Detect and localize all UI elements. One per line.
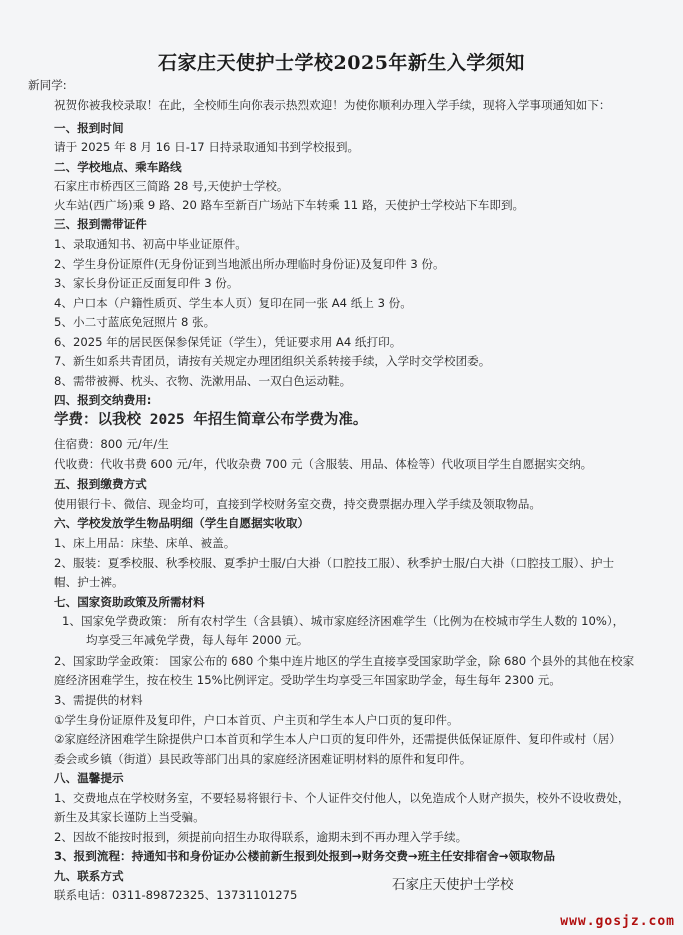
list-item: 3、家长身份证正反面复印件 3 份。 (54, 276, 239, 290)
text-line: 石家庄市桥西区三简路 28 号,天使护士学校。 (54, 179, 289, 193)
section-heading: 七、国家资助政策及所需材料 (54, 595, 205, 609)
list-item: ①学生身份证原件及复印件，户口本首页、户主页和学生本人户口页的复印件。 (54, 713, 459, 727)
list-item: 2、因故不能按时报到，须提前向招生办取得联系，逾期未到不再办理入学手续。 (54, 830, 468, 844)
list-item: 2、服装：夏季校服、秋季校服、夏季护士服/白大褂（口腔技工服）、秋季护士服/白大褂（口腔技工服）、护士 (54, 556, 615, 570)
list-item: 1、国家免学费政策： 所有农村学生（含县镇）、城市家庭经济困难学生（比例为在校城市学生人数的 10%）， (62, 614, 625, 628)
list-item: 1、交费地点在学校财务室，不要轻易将银行卡、个人证件交付他人，以免造成个人财产损失，校外不设收费处， (54, 791, 630, 805)
list-item-cont: 帽、护士裤。 (54, 575, 124, 589)
list-item: 3、需提供的材料 (54, 693, 143, 707)
list-item: 8、需带被褥、枕头、衣物、洗漱用品、一双白色运动鞋。 (54, 374, 352, 388)
list-item: 1、床上用品：床垫、床单、被盖。 (54, 536, 236, 550)
list-item: 1、录取通知书、初高中毕业证原件。 (54, 237, 247, 251)
list-item-cont: 委会或乡镇（街道）县民政等部门出具的家庭经济困难证明材料的原件和复印件。 (54, 752, 472, 766)
section-heading: 八、温馨提示 (54, 771, 124, 785)
text-line: 火车站(西广场)乘 9 路、20 路车至新百广场站下车转乘 11 路，天使护士学校站下车即到。 (54, 198, 525, 212)
section-heading: 四、报到交纳费用: (54, 393, 152, 407)
page-title: 石家庄天使护士学校2025年新生入学须知 (158, 52, 525, 74)
list-item: 4、户口本（户籍性质页、学生本人页）复印在同一张 A4 纸上 3 份。 (54, 296, 412, 310)
intro-line: 祝贺你被我校录取！在此，全校师生向你表示热烈欢迎！为使你顺利办理入学手续，现将入学事项通知如下： (54, 98, 611, 112)
contact-phone: 联系电话：0311-89872325、13731101275 (54, 888, 298, 902)
list-item: 5、小二寸蓝底免冠照片 8 张。 (54, 315, 216, 329)
section-heading: 一、报到时间 (54, 121, 124, 135)
watermark: www.gosjz.com (560, 914, 675, 929)
section-heading: 五、报到缴费方式 (54, 477, 147, 491)
section-heading: 六、学校发放学生物品明细（学生自愿据实收取） (54, 516, 310, 530)
text-line: 使用银行卡、微信、现金均可，直接到学校财务室交费，持交费票据办理入学手续及领取物品。 (54, 497, 541, 511)
list-item-cont: 庭经济困难学生，按在校生 15%比例评定。受助学生均享受三年国家助学金，每生每年 2300 元。 (54, 673, 561, 687)
section-heading: 二、学校地点、乘车路线 (54, 160, 182, 174)
list-item-cont: 均享受三年减免学费，每人每年 2000 元。 (86, 633, 309, 647)
signature-school: 石家庄天使护士学校 (392, 877, 514, 893)
list-item-cont: 新生及其家长谨防上当受骗。 (54, 810, 205, 824)
text-line: 代收费：代收书费 600 元/年，代收杂费 700 元（含服装、用品、体检等）代收项目学生自愿据实交纳。 (54, 457, 593, 471)
list-item: 7、新生如系共青团员，请按有关规定办理团组织关系转接手续，入学时交学校团委。 (54, 354, 491, 368)
section-heading: 九、联系方式 (54, 869, 124, 883)
tuition-line: 学费：以我校 2025 年招生简章公布学费为准。 (54, 412, 368, 428)
list-item: 3、报到流程：持通知书和身份证办公楼前新生报到处报到→财务交费→班主任安排宿舍→领取物品 (54, 849, 555, 863)
list-item: 2、国家助学金政策： 国家公布的 680 个集中连片地区的学生直接享受国家助学金，除 680 个县外的其他在校家 (54, 654, 635, 668)
list-item: 2、学生身份证原件(无身份证到当地派出所办理临时身份证)及复印件 3 份。 (54, 257, 445, 271)
list-item: 6、2025 年的居民医保参保凭证（学生），凭证要求用 A4 纸打印。 (54, 335, 402, 349)
list-item: ②家庭经济困难学生除提供户口本首页和学生本人户口页的复印件外，还需提供低保证原件、复印件或村（居） (54, 732, 621, 746)
text-line: 请于 2025 年 8 月 16 日-17 日持录取通知书到学校报到。 (54, 140, 360, 154)
section-heading: 三、报到需带证件 (54, 217, 147, 231)
greeting: 新同学: (28, 78, 67, 92)
text-line: 住宿费：800 元/年/生 (54, 437, 169, 451)
